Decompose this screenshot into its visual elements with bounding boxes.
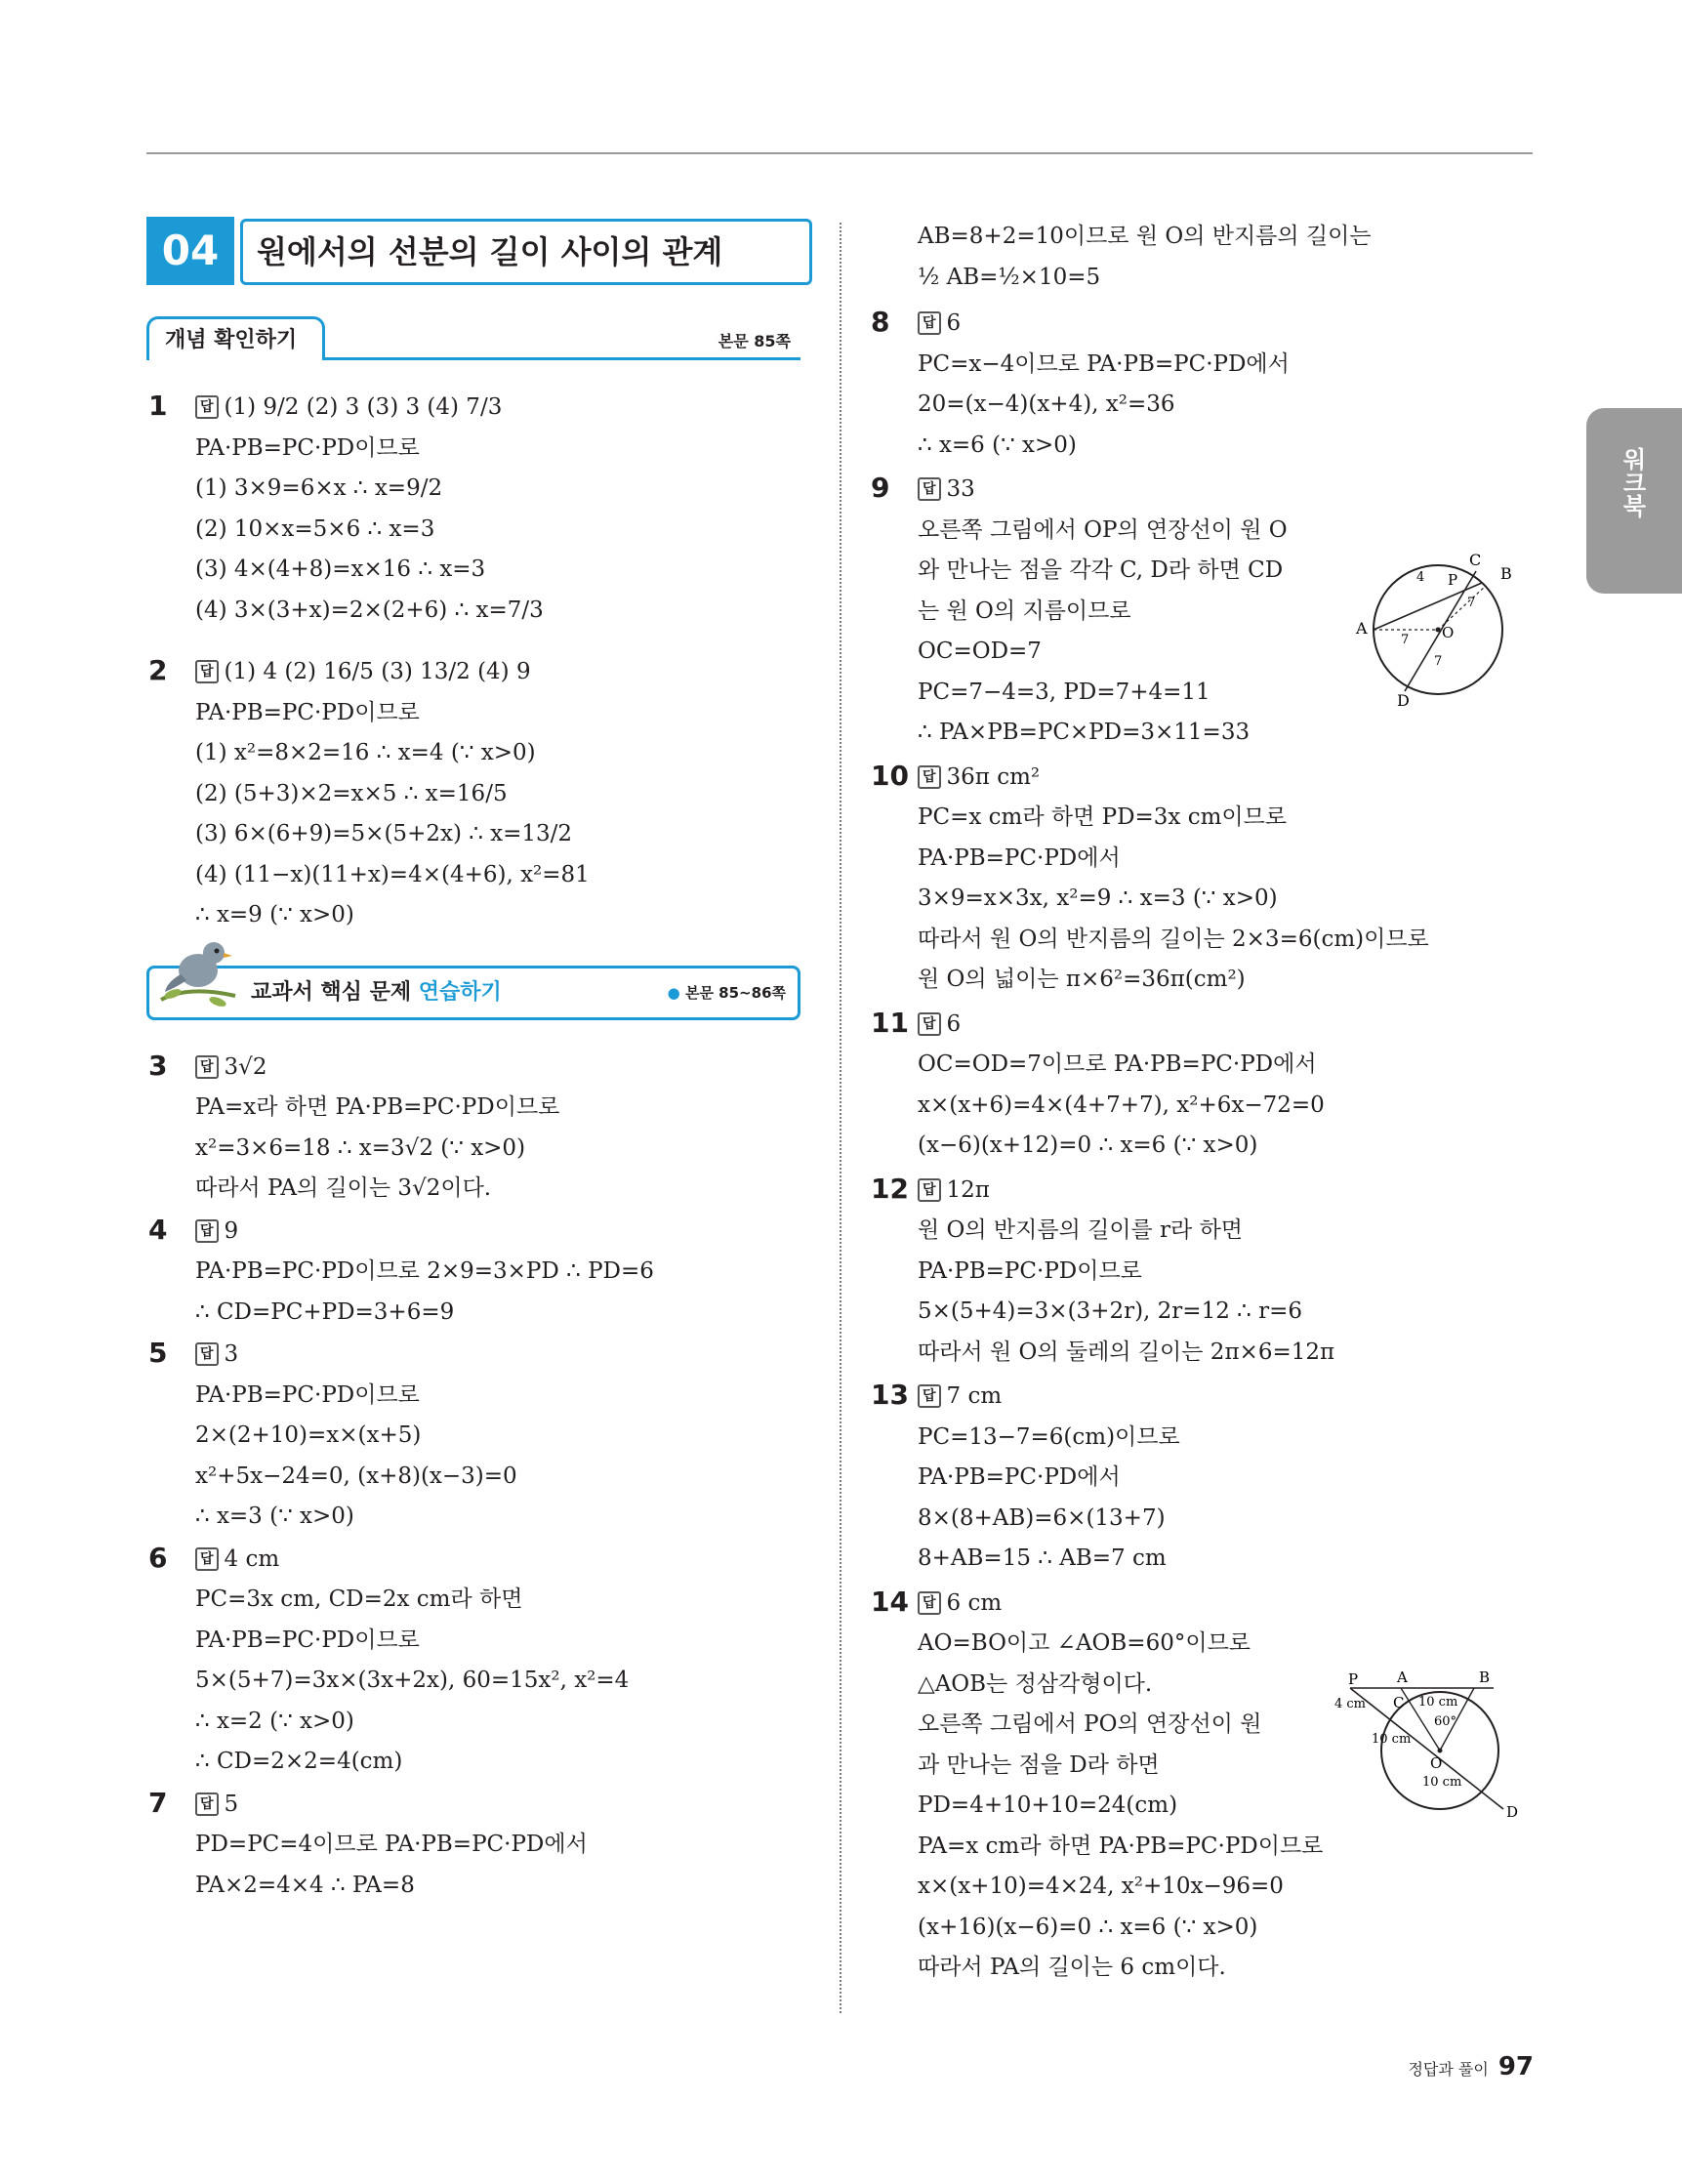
page-number: 97 xyxy=(1497,2052,1534,2081)
solution-line: AO=BO이고 ∠AOB=60°이므로 xyxy=(918,1630,1251,1656)
answer-mark-icon: 답 xyxy=(918,477,941,501)
problem-5 xyxy=(146,1335,800,1538)
answer-line xyxy=(918,1584,1542,1625)
solution-line: 5×(5+4)=3×(3+2r), 2r=12 ∴ r=6 xyxy=(918,1298,1302,1324)
answer-mark-icon: 답 xyxy=(918,1384,941,1408)
answer-mark-icon: 답 xyxy=(918,1178,941,1202)
bird-icon xyxy=(159,931,237,1015)
answer-line xyxy=(195,1048,800,1089)
practice-ref: ● 본문 85~86쪽 xyxy=(667,983,786,1002)
solution-line: x²+5x−24=0, (x+8)(x−3)=0 xyxy=(195,1463,517,1489)
fig9-label: O xyxy=(1442,624,1455,641)
problem-number: 5 xyxy=(148,1337,168,1369)
answer-text: 4 cm xyxy=(224,1545,280,1572)
answer-text: 3√2 xyxy=(224,1053,267,1080)
fig9-label: P xyxy=(1448,571,1458,589)
problem-3 xyxy=(146,1048,800,1210)
problem-number: 8 xyxy=(871,306,890,338)
solution-line: 와 만나는 점을 각각 C, D라 하면 CD xyxy=(918,557,1284,583)
page-footer xyxy=(1408,2052,1534,2081)
solution-line: x×(x+6)=4×(4+7+7), x²+6x−72=0 xyxy=(918,1092,1325,1118)
problem-10 xyxy=(869,758,1542,1001)
solution-line: ∴ x=6 (∵ x>0) xyxy=(918,432,1077,458)
solution-line: OC=OD=7 xyxy=(918,639,1042,664)
solution-line: PA·PB=PC·PD이므로 xyxy=(918,1257,1142,1284)
problem-number: 6 xyxy=(148,1541,168,1574)
answer-text: 7 cm xyxy=(946,1383,1003,1409)
answer-line xyxy=(195,1540,800,1581)
concept-title: 개념 확인하기 xyxy=(146,316,325,360)
answer-mark-icon: 답 xyxy=(195,1342,219,1366)
solution-line: (2) 10×x=5×6 ∴ x=3 xyxy=(195,515,435,542)
solution-line: AB=8+2=10이므로 원 O의 반지름의 길이는 xyxy=(918,224,1372,249)
figure-problem-14 xyxy=(1333,1665,1528,1821)
problem-number: 1 xyxy=(148,390,168,422)
solution-line: △AOB는 정삼각형이다. xyxy=(918,1670,1153,1697)
left-column xyxy=(146,217,800,1906)
fig9-label: C xyxy=(1469,551,1482,569)
answer-text: 6 xyxy=(946,310,962,336)
practice-problems-left xyxy=(146,1048,800,1907)
problem-8 xyxy=(869,304,1542,466)
solution-line: PA·PB=PC·PD이므로 xyxy=(195,699,420,725)
problem-number: 12 xyxy=(871,1172,909,1205)
solution-line: 20=(x−4)(x+4), x²=36 xyxy=(918,391,1175,417)
fig14-label: 60° xyxy=(1434,1714,1457,1729)
answer-line xyxy=(918,1005,1542,1046)
answer-line xyxy=(918,304,1542,345)
solution-line: x×(x+10)=4×24, x²+10x−96=0 xyxy=(918,1874,1284,1899)
fig9-label: B xyxy=(1500,564,1512,583)
solution-line: PC=7−4=3, PD=7+4=11 xyxy=(918,679,1210,705)
solution-line: OC=OD=7이므로 PA·PB=PC·PD에서 xyxy=(918,1051,1317,1077)
problem-number: 14 xyxy=(871,1585,909,1618)
concept-problems xyxy=(146,388,800,936)
answer-text: 12π xyxy=(946,1176,990,1203)
problem-12 xyxy=(869,1171,1542,1374)
answer-mark-icon: 답 xyxy=(195,1219,219,1243)
section-number: 04 xyxy=(146,217,234,285)
problem-6 xyxy=(146,1540,800,1783)
problem-13 xyxy=(869,1377,1542,1580)
solution-line: PA·PB=PC·PD에서 xyxy=(918,845,1121,871)
solution-line: (4) 3×(3+x)=2×(2+6) ∴ x=7/3 xyxy=(195,597,544,623)
practice-title: 교과서 핵심 문제 연습하기 xyxy=(251,979,502,1005)
solution-line: ∴ CD=2×2=4(cm) xyxy=(195,1749,403,1774)
problem-2 xyxy=(146,652,800,936)
problem-number: 3 xyxy=(148,1049,168,1082)
solution-line: (1) 3×9=6×x ∴ x=9/2 xyxy=(195,475,443,501)
solution-line: ∴ x=3 (∵ x>0) xyxy=(195,1504,354,1529)
answer-text: (1) 4 (2) 16/5 (3) 13/2 (4) 9 xyxy=(224,659,531,684)
solution-line: 따라서 원 O의 둘레의 길이는 2π×6=12π xyxy=(918,1339,1335,1365)
solution-line: PA·PB=PC·PD이므로 xyxy=(195,1627,420,1653)
problem-11 xyxy=(869,1005,1542,1167)
fig14-label: 10 cm xyxy=(1372,1732,1412,1747)
problem-number: 2 xyxy=(148,654,168,686)
fig14-label: D xyxy=(1506,1803,1519,1821)
answer-line xyxy=(195,1335,800,1376)
practice-bar xyxy=(146,966,800,1020)
answer-text: 6 cm xyxy=(946,1589,1003,1616)
solution-line: ∴ x=9 (∵ x>0) xyxy=(195,902,354,927)
answer-line xyxy=(918,470,1542,511)
solution-line: PA×2=4×4 ∴ PA=8 xyxy=(195,1872,415,1898)
problem-number: 10 xyxy=(871,759,909,792)
problem-7 xyxy=(146,1785,800,1907)
solution-line: 따라서 PA의 길이는 6 cm이다. xyxy=(918,1955,1226,1980)
answer-mark-icon: 답 xyxy=(195,1793,219,1816)
solution-line: PA=x라 하면 PA·PB=PC·PD이므로 xyxy=(195,1094,560,1120)
solution-line: PC=x cm라 하면 PD=3x cm이므로 xyxy=(918,804,1288,830)
solution-line: (3) 6×(6+9)=5×(5+2x) ∴ x=13/2 xyxy=(195,821,573,846)
solution-line: (2) (5+3)×2=x×5 ∴ x=16/5 xyxy=(195,780,508,806)
solution-line: 오른쪽 그림에서 PO의 연장선이 원 xyxy=(918,1711,1262,1737)
side-tab-workbook: 워크북 xyxy=(1586,408,1682,594)
fig14-label: B xyxy=(1479,1669,1491,1686)
fig9-label: 7 xyxy=(1434,654,1443,669)
concept-bar xyxy=(146,314,800,360)
solution-line: 원 O의 넓이는 π×6²=36π(cm²) xyxy=(918,967,1246,992)
solution-line: (x+16)(x−6)=0 ∴ x=6 (∵ x>0) xyxy=(918,1914,1258,1940)
fig14-label: P xyxy=(1348,1670,1359,1688)
footer-label: 정답과 풀이 xyxy=(1408,2060,1489,2079)
section-header xyxy=(146,217,800,285)
answer-line xyxy=(195,1212,800,1253)
answer-text: (1) 9/2 (2) 3 (3) 3 (4) 7/3 xyxy=(224,394,503,420)
solution-line: 5×(5+7)=3x×(3x+2x), 60=15x², x²=4 xyxy=(195,1668,630,1693)
answer-mark-icon: 답 xyxy=(918,311,941,335)
solution-line: PD=PC=4이므로 PA·PB=PC·PD에서 xyxy=(195,1832,588,1857)
solution-line: ½ AB=½×10=5 xyxy=(918,264,1101,290)
section-title: 원에서의 선분의 길이 사이의 관계 xyxy=(240,219,812,285)
fig9-label: 7 xyxy=(1467,596,1476,610)
problem-1 xyxy=(146,388,800,631)
problem-number: 13 xyxy=(871,1379,909,1411)
solution-line: 8+AB=15 ∴ AB=7 cm xyxy=(918,1545,1167,1571)
fig14-label: C xyxy=(1393,1694,1405,1711)
problem-4 xyxy=(146,1212,800,1334)
answer-text: 3 xyxy=(224,1341,239,1367)
solution-line: (x−6)(x+12)=0 ∴ x=6 (∵ x>0) xyxy=(918,1133,1258,1158)
fig14-label: A xyxy=(1397,1669,1408,1686)
answer-line xyxy=(918,758,1542,799)
fig9-label: D xyxy=(1397,691,1410,710)
solution-line: PA·PB=PC·PD이므로 xyxy=(195,1381,420,1408)
answer-text: 5 xyxy=(224,1791,239,1817)
solution-line: PC=3x cm, CD=2x cm라 하면 xyxy=(195,1586,523,1612)
answer-line xyxy=(918,1171,1542,1212)
solution-line: 오른쪽 그림에서 OP의 연장선이 원 O xyxy=(918,516,1288,543)
fig14-label: 10 cm xyxy=(1418,1695,1458,1710)
answer-mark-icon: 답 xyxy=(195,1547,219,1571)
solution-line: PD=4+10+10=24(cm) xyxy=(918,1793,1178,1818)
answer-mark-icon: 답 xyxy=(918,1012,941,1036)
solution-line: PA·PB=PC·PD이므로 xyxy=(195,434,420,461)
fig14-label: O xyxy=(1430,1754,1443,1772)
continued-solution xyxy=(869,217,1542,298)
solution-line: (1) x²=8×2=16 ∴ x=4 (∵ x>0) xyxy=(195,740,536,765)
answer-text: 36π cm² xyxy=(946,763,1041,790)
solution-line: PA·PB=PC·PD이므로 2×9=3×PD ∴ PD=6 xyxy=(195,1258,654,1284)
answer-mark-icon: 답 xyxy=(918,765,941,789)
answer-mark-icon: 답 xyxy=(195,1055,219,1079)
problem-number: 9 xyxy=(871,472,890,504)
answer-line xyxy=(195,388,800,429)
solution-line: 따라서 PA의 길이는 3√2이다. xyxy=(195,1175,492,1201)
solution-line: PC=x−4이므로 PA·PB=PC·PD에서 xyxy=(918,350,1290,377)
solution-line: 2×(2+10)=x×(x+5) xyxy=(195,1422,422,1448)
solution-line: PA=x cm라 하면 PA·PB=PC·PD이므로 xyxy=(918,1833,1324,1859)
fig9-label: 7 xyxy=(1401,633,1410,647)
solution-line: (4) (11−x)(11+x)=4×(4+6), x²=81 xyxy=(195,861,590,887)
solution-line: (3) 4×(4+8)=x×16 ∴ x=3 xyxy=(195,556,486,582)
problem-number: 11 xyxy=(871,1006,909,1039)
answer-mark-icon: 답 xyxy=(918,1591,941,1615)
solution-line: 3×9=x×3x, x²=9 ∴ x=3 (∵ x>0) xyxy=(918,886,1278,911)
solution-line: 원 O의 반지름의 길이를 r라 하면 xyxy=(918,1217,1244,1243)
solution-line: 는 원 O의 지름이므로 xyxy=(918,598,1131,624)
solution-line: ∴ x=2 (∵ x>0) xyxy=(195,1708,354,1734)
solution-line: 과 만나는 점을 D라 하면 xyxy=(918,1751,1160,1778)
problem-number: 7 xyxy=(148,1786,168,1819)
solution-line: PC=13−7=6(cm)이므로 xyxy=(918,1423,1180,1450)
answer-text: 6 xyxy=(946,1010,962,1037)
answer-mark-icon: 답 xyxy=(195,660,219,683)
fig14-label: 4 cm xyxy=(1334,1697,1367,1711)
top-rule xyxy=(146,152,1533,154)
fig9-label: 4 xyxy=(1416,570,1425,585)
answer-text: 33 xyxy=(946,476,975,502)
fig14-label: 10 cm xyxy=(1422,1775,1462,1790)
solution-line: PA·PB=PC·PD에서 xyxy=(918,1464,1121,1490)
answer-line xyxy=(918,1377,1542,1418)
column-divider xyxy=(840,223,841,2013)
problem-number: 4 xyxy=(148,1213,168,1246)
solution-line: 따라서 원 O의 반지름의 길이는 2×3=6(cm)이므로 xyxy=(918,926,1429,952)
answer-line xyxy=(195,652,800,693)
solution-line: x²=3×6=18 ∴ x=3√2 (∵ x>0) xyxy=(195,1134,526,1161)
solution-line: ∴ CD=PC+PD=3+6=9 xyxy=(195,1298,455,1325)
concept-ref: 본문 85쪽 xyxy=(718,332,791,350)
answer-mark-icon: 답 xyxy=(195,395,219,419)
solution-line: ∴ PA×PB=PC×PD=3×11=33 xyxy=(918,720,1251,745)
answer-line xyxy=(195,1785,800,1826)
answer-text: 9 xyxy=(224,1217,239,1244)
solution-line: 8×(8+AB)=6×(13+7) xyxy=(918,1504,1166,1531)
fig9-label: A xyxy=(1356,619,1368,638)
figure-problem-9 xyxy=(1352,542,1528,718)
